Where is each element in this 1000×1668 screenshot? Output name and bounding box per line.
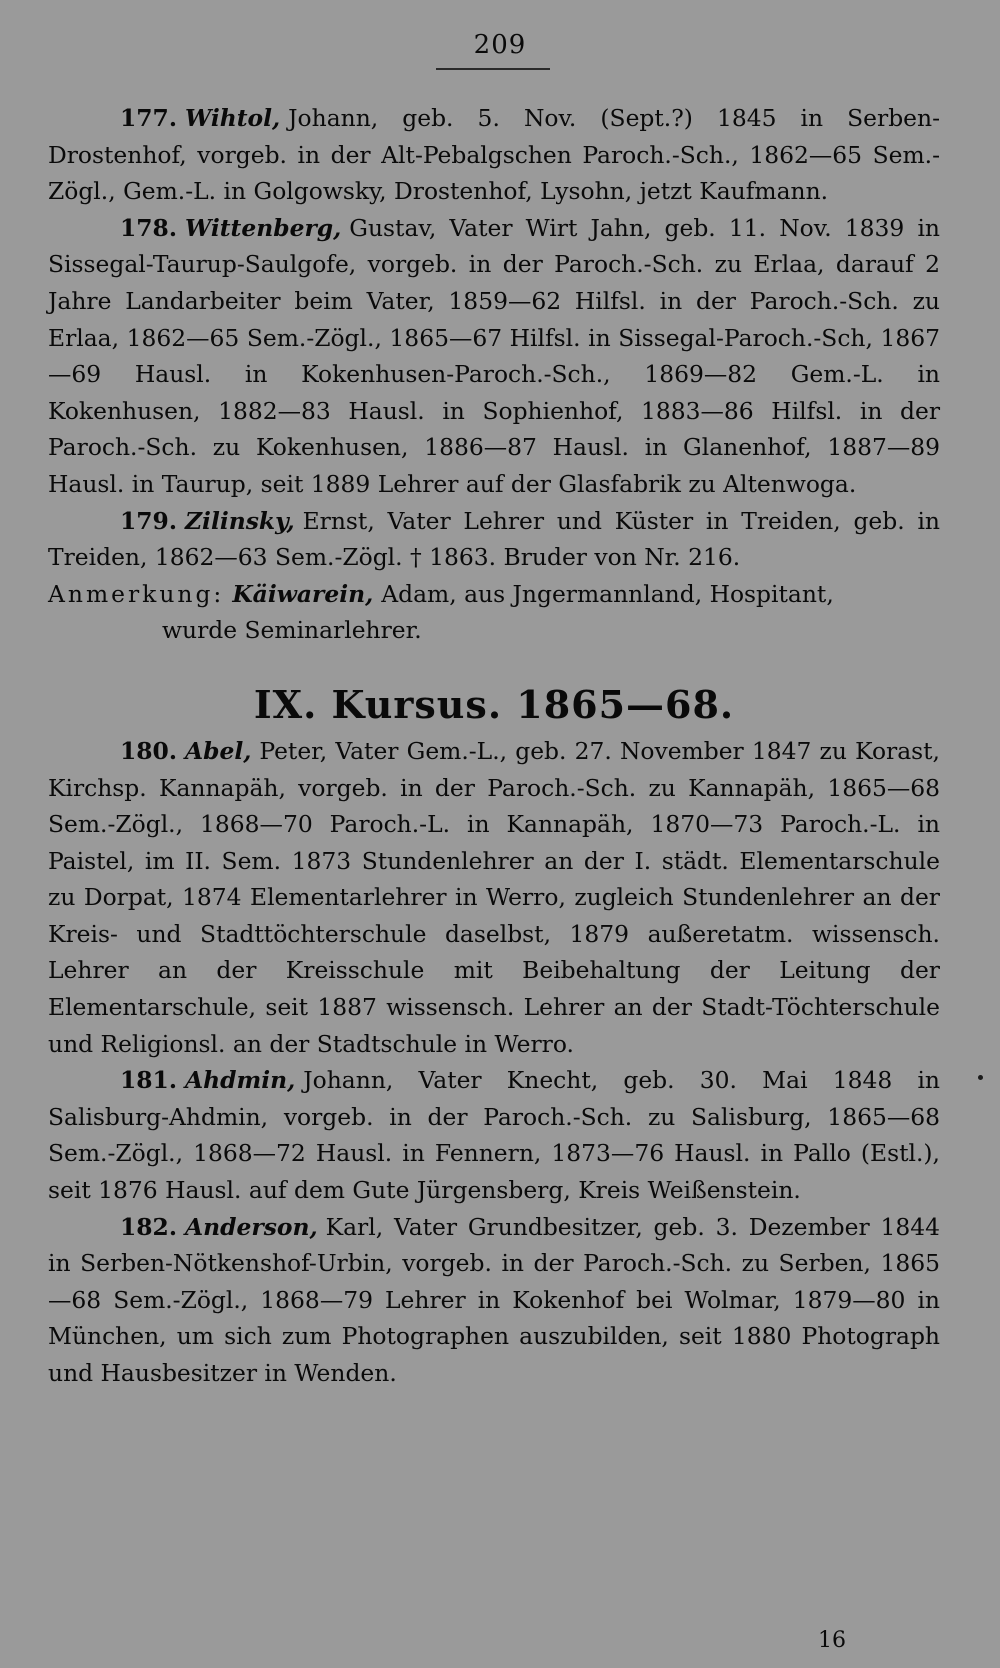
entry-text: Ernst, Vater Lehrer und Küster in Treiden, geb. in Treiden, 1862—63 Sem.-Zögl. † 1863. Bruder von Nr. 216. [48,506,940,572]
entry-name: Abel, [184,736,252,765]
header-rule [436,68,550,70]
entry-text: Peter, Vater Gem.-L., geb. 27. November 1847 zu Korast, Kirchsp. Kannapäh, vorgeb. in der Paroch.-Sch. zu Kannapäh, 1865—68 Sem.-Zögl., 1868—70 Paroch.-L. in Kannapäh, 1870—73 Paroch.-L. in Paistel, im II. Sem. 1873 Stundenlehrer an der I. städt. Elementarschule zu Dorpat, 1874 Elementarlehrer in Werro, zugleich Stundenlehrer an der Kreis- und Stadttöchterschule daselbst, 1879 außeretatm. wissensch. Lehrer an der Kreisschule mit Beibehaltung der Leitung der Elementarschule, seit 1887 wissensch. Lehrer an der Stadt-Töchterschule und Religionsl. an der Stadtschule in Werro. [48,736,940,1058]
page-body [48,100,940,1392]
entry-name: Zilinsky, [184,506,295,535]
entry-number: 179. [120,506,177,535]
note-text: Adam, aus Jngermannland, Hospitant, [381,579,834,608]
entry-name: Anderson, [184,1212,318,1241]
entry-name: Wittenberg, [184,213,342,242]
note-name: Käiwarein, [232,579,374,608]
entry-179 [48,503,940,576]
entry-number: 177. [120,104,177,132]
note-continuation: wurde Seminarlehrer. [162,616,422,645]
entry-180 [48,733,940,1062]
entry-178 [48,210,940,503]
entry-182 [48,1209,940,1392]
entry-177 [48,100,940,210]
entry-text: Johann, Vater Knecht, geb. 30. Mai 1848 in Salisburg-Ahdmin, vorgeb. in der Paroch.-Sch. zu Salisburg, 1865—68 Sem.-Zögl., 1868—72 Hausl. in Fennern, 1873—76 Hausl. in Pallo (Estl.), seit 1876 Hausl. auf dem Gute Jürgensberg, Kreis Weißenstein. [48,1066,940,1205]
entry-181 [48,1062,940,1208]
entry-number: 180. [120,736,177,765]
page-number: 209 [473,30,527,60]
entry-text: Karl, Vater Grundbesitzer, geb. 3. Dezember 1844 in Serben-Nötkenshof-Urbin, vorgeb. in der Paroch.-Sch. zu Serben, 1865—68 Sem.-Zögl., 1868—79 Lehrer in Kokenhof bei Wolmar, 1879—80 in München, um sich zum Photographen auszubilden, seit 1880 Photograph und Hausbesitzer in Wenden. [48,1212,940,1387]
entry-number: 182. [120,1212,177,1241]
entry-name: Ahdmin, [184,1066,296,1095]
entry-number: 181. [120,1066,177,1095]
note-label: Anmerkung: [48,579,225,608]
entry-number: 178. [120,213,177,242]
note-paragraph [48,576,940,649]
entry-name: Wihtol, [184,104,281,132]
section-heading: IX. Kursus. 1865—68. [253,681,735,727]
entry-text: Johann, geb. 5. Nov. (Sept.?) 1845 in Serben-Drostenhof, vorgeb. in der Alt-Pebalgschen Paroch.-Sch., 1862—65 Sem.-Zögl., Gem.-L. in Golgowsky, Drostenhof, Lysohn, jetzt Kaufmann. [48,104,940,206]
signature-mark: 16 [818,1628,846,1653]
entry-text: Gustav, Vater Wirt Jahn, geb. 11. Nov. 1839 in Sissegal-Taurup-Saulgofe, vorgeb. in der Paroch.-Sch. zu Erlaa, darauf 2 Jahre Landarbeiter beim Vater, 1859—62 Hilfsl. in der Paroch.-Sch. zu Erlaa, 1862—65 Sem.-Zögl., 1865—67 Hilfsl. in Sissegal-Paroch.-Sch, 1867—69 Hausl. in Kokenhusen-Paroch.-Sch., 1869—82 Gem.-L. in Kokenhusen, 1882—83 Hausl. in Sophienhof, 1883—86 Hilfsl. in der Paroch.-Sch. zu Kokenhusen, 1886—87 Hausl. in Glanenhof, 1887—89 Hausl. in Taurup, seit 1889 Lehrer auf der Glasfabrik zu Altenwoga. [48,213,940,498]
margin-mark [978,1075,983,1080]
